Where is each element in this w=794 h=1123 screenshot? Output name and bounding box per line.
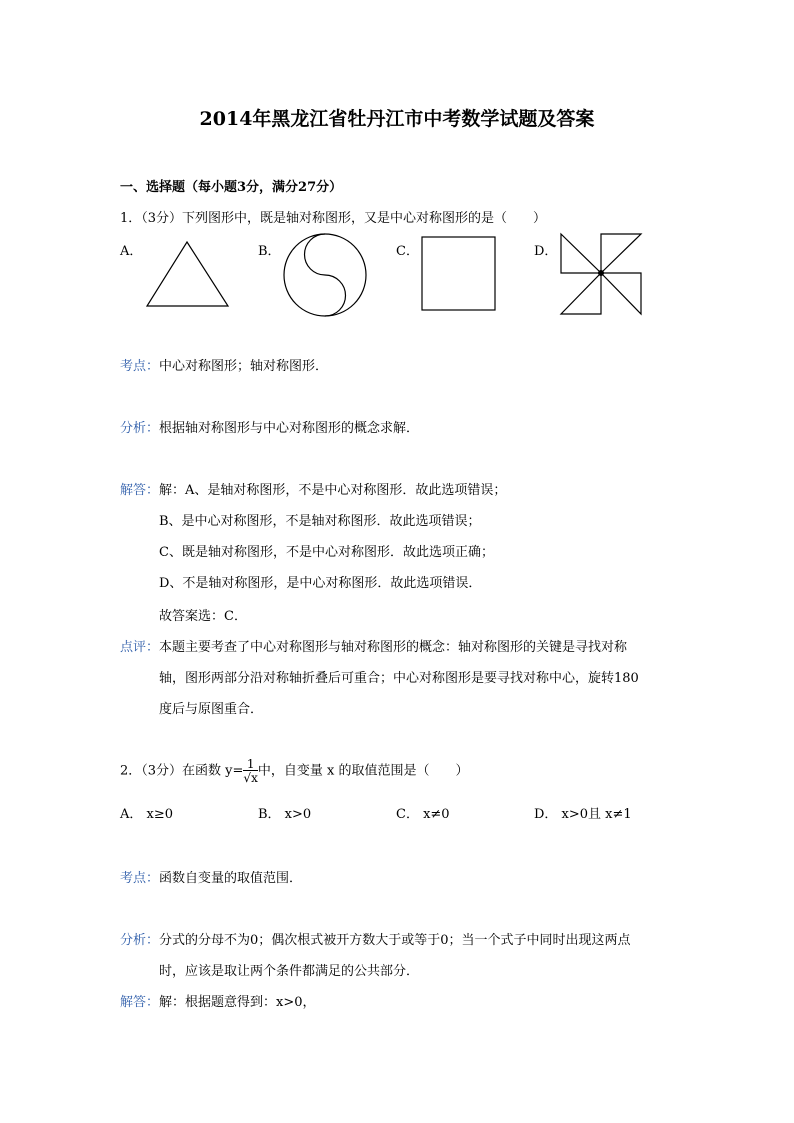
- q2-kaodian: [120, 867, 302, 886]
- q1-fenxi: [120, 417, 419, 436]
- q1-kaodian: [120, 355, 328, 374]
- square-figure: [420, 235, 498, 313]
- q2-fenxi-line-2: 时，应该是取让两个条件都满足的公共部分．: [159, 964, 420, 979]
- q1-jieda-line-2: B、是中心对称图形，不是轴对称图形．故此选项错误；: [159, 514, 481, 529]
- q2-option-d: D． x>0且 x≠1: [534, 807, 632, 822]
- yin-yang-figure: [282, 232, 368, 318]
- triangle-figure: [145, 240, 230, 308]
- q1-option-a-label: A．: [120, 244, 143, 259]
- q1-dianping-line-1: 本题主要考查了中心对称图形与轴对称图形的概念：轴对称图形的关键是寻找对称: [159, 640, 628, 655]
- q2-jieda: [120, 991, 316, 1010]
- dianping-tag: 点评：: [120, 640, 160, 655]
- q2-option-b: B． x>0: [258, 807, 312, 822]
- q2-fenxi-line-1: 分式的分母不为0；偶次根式被开方数大于或等于0；当一个式子中同时出现这两点: [159, 933, 631, 948]
- q1-dianping-line-2: 轴，图形两部分沿对称轴折叠后可重合；中心对称图形是要寻找对称中心，旋转180: [159, 671, 639, 686]
- q1-jieda-line-3: C、既是轴对称图形，不是中心对称图形．故此选项正确；: [159, 545, 494, 560]
- q1-jieda-line-4: D、不是轴对称图形，是中心对称图形．故此选项错误．: [159, 576, 482, 591]
- q1-dianping: [120, 636, 627, 655]
- jieda-tag: 解答：: [120, 995, 160, 1010]
- kaodian-tag: 考点：: [120, 359, 160, 374]
- q1-option-c-label: C．: [396, 244, 419, 259]
- q1-jieda: [120, 479, 506, 498]
- page-title: 2014年黑龙江省牡丹江市中考数学试题及答案: [199, 108, 595, 130]
- q1-stem: 1．（3分）下列图形中，既是轴对称图形，又是中心对称图形的是（ ）: [120, 211, 547, 226]
- q2-frac-denominator: √x: [243, 771, 258, 785]
- q1-jieda-line-1: 解：A、是轴对称图形，不是中心对称图形．故此选项错误；: [159, 483, 507, 498]
- q1-dianping-line-3: 度后与原图重合．: [159, 702, 264, 717]
- q2-stem-suffix: 中，自变量 x 的取值范围是（ ）: [257, 763, 469, 779]
- q2-jieda-text: 解：根据题意得到：x>0，: [159, 995, 316, 1010]
- q2-fenxi: [120, 929, 631, 948]
- kaodian-tag: 考点：: [120, 871, 160, 886]
- jieda-tag: 解答：: [120, 483, 160, 498]
- q1-option-d-label: D．: [534, 244, 558, 259]
- q2-stem: [120, 758, 468, 784]
- q2-frac-numerator: 1: [243, 758, 257, 771]
- fenxi-tag: 分析：: [120, 933, 160, 948]
- q2-fraction: [243, 758, 257, 784]
- q2-option-a: A． x≥0: [120, 807, 174, 822]
- q1-fenxi-text: 根据轴对称图形与中心对称图形的概念求解．: [159, 421, 420, 436]
- q2-kaodian-text: 函数自变量的取值范围．: [159, 871, 303, 886]
- q2-stem-prefix: 2．（3分）在函数 y=: [120, 763, 244, 779]
- q1-jieda-line-5: 故答案选：C．: [159, 609, 247, 624]
- section-heading: 一、选择题（每小题3分，满分27分）: [120, 180, 343, 195]
- fenxi-tag: 分析：: [120, 421, 160, 436]
- pinwheel-figure: [558, 232, 644, 316]
- q1-option-b-label: B．: [258, 244, 281, 259]
- q2-option-c: C． x≠0: [396, 807, 450, 822]
- q1-kaodian-text: 中心对称图形；轴对称图形．: [159, 359, 329, 374]
